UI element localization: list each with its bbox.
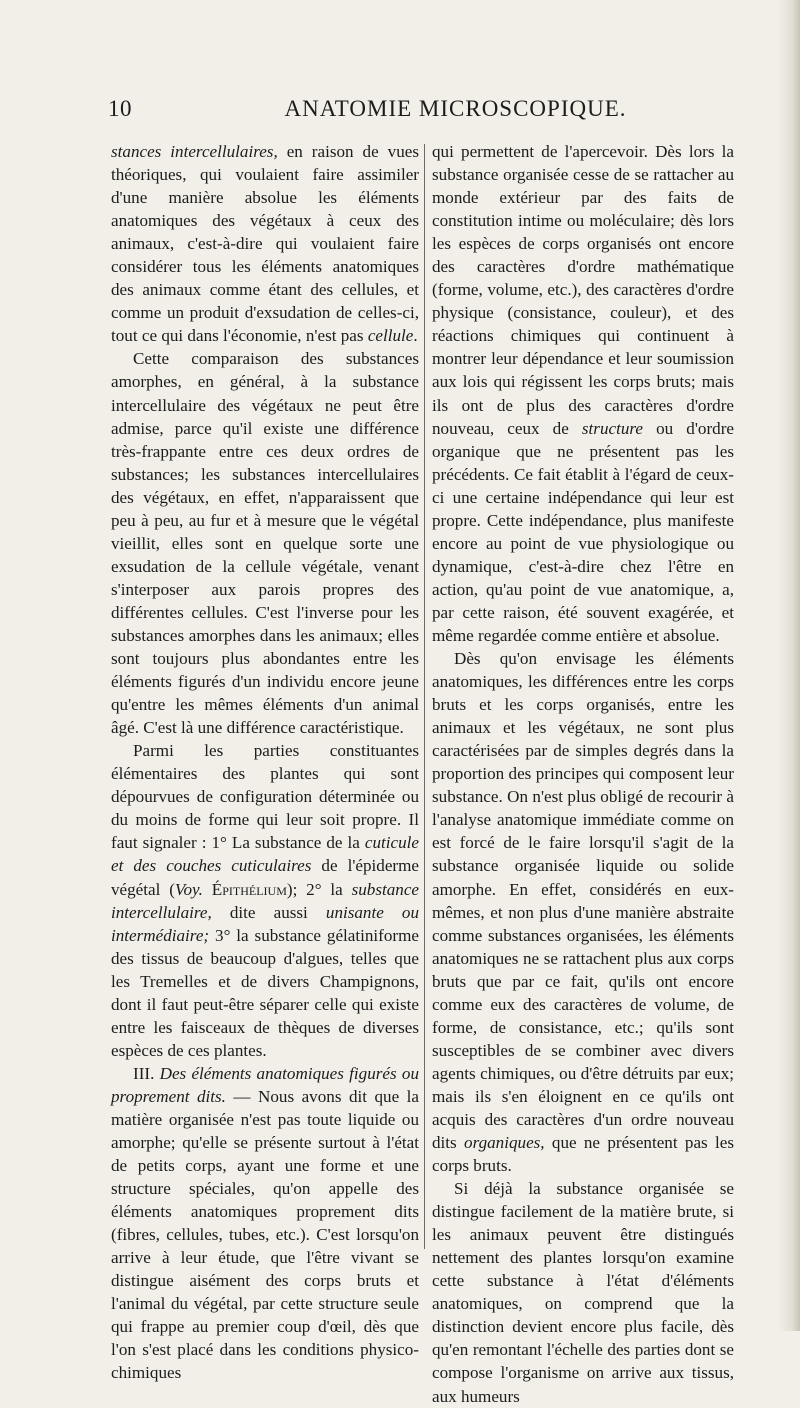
text-run: que ne présentent pas les corps bruts. bbox=[432, 1133, 734, 1176]
left-column bbox=[111, 140, 419, 1385]
paragraph: Cette comparaison des substances amorphes, en général, à la substance intercellulaire des végétaux ne peut être admise, parce qu'il existe une différence très-frappante entre ces deux ordres de substances; les substances intercellulaires des végétaux, en effet, n'apparaissent que peu à peu, au fur et à mesure que le végétal vieillit, elles sont en quelque sorte une exsudation de la cellule végétale, venant s'interposer aux parois propres des différentes cellules. C'est l'inverse pour les substances amorphes dans les animaux; elles sont toujours plus abondantes entre les éléments figurés d'un individu encore jeune qu'entre les mêmes éléments d'un animal âgé. C'est là une différence caractéristique. bbox=[111, 349, 419, 738]
small-caps-text: Épithélium bbox=[202, 879, 287, 899]
paragraph: Si déjà la substance organisée se distingue facilement de la matière brute, si les animaux peuvent être distingués nettement des plantes lorsqu'on examine cette substance à l'état d'éléments anatomiques, on comprend que la distinction devient encore plus facile, dès qu'en remontant l'échelle des parties dont se compose l'organisme on arrive aux tissus, aux humeurs bbox=[432, 1179, 734, 1406]
text-run: — Nous avons dit que la matière organisée n'est pas toute liquide ou amorphe; qu'elle se présente surtout à l'état de petits corps, ayant une forme et une structure spéciales, qu'on appelle des éléments anatomiques proprement dits (fibres, cellules, tubes, etc.). C'est lorsqu'on arrive à leur étude, que l'être vivant se distingue aisément des corps bruts et l'animal du végétal, par cette structure seule qui frappe au premier coup d'œil, dès que l'on s'est placé dans les conditions physico-chimiques bbox=[111, 1086, 419, 1383]
text-run: de l'épiderme végétal ( bbox=[111, 856, 419, 899]
text-run: . bbox=[413, 326, 418, 346]
italic-text: unisante ou intermédiaire; bbox=[111, 902, 419, 945]
page-edge-shadow bbox=[778, 0, 800, 1331]
right-column bbox=[432, 140, 734, 1408]
page-number: 10 bbox=[108, 96, 132, 121]
paragraph bbox=[111, 1062, 419, 1385]
paragraph bbox=[111, 739, 419, 1062]
italic-text: structure bbox=[581, 418, 643, 438]
text-run: Dès qu'on envisage les éléments anatomiques, les différences entre les corps bruts et les corps organisés, entre les animaux et les végétaux, ne sont plus caractérisées par de simples degrés dans la proportion des principes qui composent leur substance. On n'est plus obligé de recourir à l'analyse anatomique immédiate comme on est forcé de le faire lorsqu'il s'agit de la substance organisée liquide ou solide amorphe. En effet, considérés en eux-mêmes, et non plus d'une manière abstraite comme substances organisées, les éléments anatomiques ne se rattachent plus aux corps bruts que par ce fait, qu'ils ont encore comme eux des caractères de volume, de forme, de consistance, etc.; qu'ils sont susceptibles de se combiner avec divers agents chimiques, ou d'être détruits par eux; mais ils s'en éloignent en ce qu'ils ont acquis des caractères d'un ordre nouveau dits bbox=[432, 649, 734, 1153]
running-title: ANATOMIE MICROSCOPIQUE. bbox=[284, 96, 627, 121]
text-run: dite aussi bbox=[211, 902, 326, 922]
italic-text: stances intercellulaires, bbox=[111, 142, 278, 161]
italic-text: substance intercellulaire, bbox=[111, 879, 420, 922]
paragraph bbox=[432, 140, 734, 647]
text-run: ); 2° la bbox=[286, 879, 352, 899]
italic-text: organiques, bbox=[464, 1133, 545, 1153]
text-run: qui permettent de l'apercevoir. Dès lors la substance organisée cesse de se rattacher au monde extérieur par des faits de constitution intime ou moléculaire; dès lors les espèces de corps organisés ont encore des caractères d'ordre mathématique (forme, volume, etc.), des caractères d'ordre physique (consistance, couleur), et des réactions chimiques qui continuent à montrer leur dépendance et leur soumission aux lois qui régissent les corps bruts; mais ils ont de plus des caractères d'ordre nouveau, ceux de bbox=[432, 142, 734, 438]
italic-text: cellule bbox=[367, 326, 414, 346]
italic-text: Voy. bbox=[174, 879, 203, 899]
column-divider bbox=[424, 144, 425, 1249]
text-run: Parmi les parties constituantes élémentaires des plantes qui sont dépourvues de configuration déterminée ou du moins de forme qui leur soit propre. Il faut signaler : 1° La substance de la bbox=[111, 741, 419, 853]
text-run: ou d'ordre organique que ne présentent pas les précédents. Ce fait établit à l'égard de ceux-ci une certaine indépendance qui leur est propre. Cette indépendance, plus manifeste encore au point de vue physiologique ou dynamique, c'est-à-dire chez l'être en action, qu'au point de vue anatomique, a, par cette raison, été souvent exagérée, et même regardée comme entière et absolue. bbox=[432, 418, 734, 645]
italic-text: Des éléments anatomiques figurés ou proprement dits. bbox=[111, 1063, 420, 1106]
paragraph bbox=[432, 647, 734, 1177]
text-run: 3° la substance gélatiniforme des tissus de beaucoup d'algues, telles que les Tremelles et de divers Champignons, dont il faut peut-être séparer celle qui existe entre les faisceaux de thèques de diverses espèces de ces plantes. bbox=[111, 925, 419, 1060]
italic-text: cuticule et des couches cuticulaires bbox=[111, 833, 419, 876]
page-header bbox=[108, 96, 683, 124]
text-run: en raison de vues théoriques, qui voulaient faire assimiler d'une manière absolue les éléments anatomiques des végétaux à ceux des animaux, c'est-à-dire qui voulaient faire considérer tous les éléments anatomiques des animaux comme étant des cellules, et comme un produit d'exsudation de celles-ci, tout ce qui dans l'économie, n'est pas bbox=[111, 142, 419, 346]
paragraph bbox=[111, 140, 419, 347]
text-run: III. bbox=[133, 1063, 160, 1083]
